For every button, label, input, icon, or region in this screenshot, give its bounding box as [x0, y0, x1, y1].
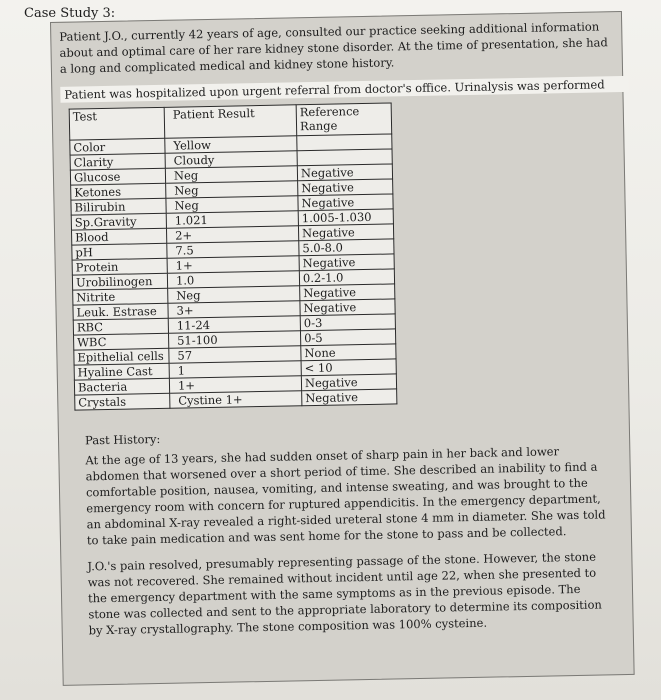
case-panel [50, 11, 635, 686]
test-cell: Hyaline Cast [74, 363, 169, 380]
result-cell: 1.0 [167, 271, 299, 289]
intro-text [59, 18, 612, 77]
past-history-paragraph-2: J.O.'s pain resolved, presumably representing passage of the stone. However, the stone was not recovered. She remained without incident until age 22, when she presented to the emergency department with the same symptoms as in the previous episode. The stone was collected and sent to the appropriate laboratory to determine its composition by X-ray crystallography. The stone composition was 100% cysteine. [87, 549, 602, 638]
reference-cell: None [301, 344, 396, 361]
result-cell: 1+ [167, 256, 299, 274]
reference-cell: Negative [298, 224, 393, 241]
reference-cell: 0-3 [300, 314, 395, 331]
test-cell: Protein [72, 258, 167, 275]
intro-paragraph: Patient J.O., currently 42 years of age, consulted our practice seeking additional information about and optimal care of her rare kidney stone disorder. At the time of presentation, she had a long and complicated medical and kidney stone history. [59, 19, 608, 76]
reference-cell: Negative [298, 179, 393, 196]
past-history [85, 422, 609, 648]
test-cell: Urobilinogen [72, 273, 167, 290]
test-cell: Epithelial cells [74, 348, 169, 365]
past-history-paragraph-1: At the age of 13 years, she had sudden onset of sharp pain in her back and lower abdomen that worsened over a short period of time. She described an inability to find a comfortable position, nausea, vomiting, and intense sweating, and was brought to the emergency room with concern for ruptured appendicitis. In the emergency department, an abdominal X-ray revealed a right-sided ureteral stone 4 mm in diameter. She was told to take pain medication and was sent home for the stone to pass and be collected. [85, 444, 606, 548]
reference-cell: Negative [298, 194, 393, 211]
result-cell: Cloudy [165, 151, 297, 169]
case-study-title: Case Study 3: [24, 6, 116, 21]
test-cell: Clarity [70, 153, 165, 170]
header-test: Test [69, 107, 165, 140]
reference-cell: Negative [300, 284, 395, 301]
test-cell: pH [72, 243, 167, 260]
reference-cell: Negative [302, 389, 397, 406]
test-cell: Glucose [70, 168, 165, 185]
reference-cell: 0-5 [300, 329, 395, 346]
result-cell: Yellow [165, 136, 297, 154]
reference-cell: Negative [299, 254, 394, 271]
header-reference: Reference Range [296, 103, 392, 136]
result-cell: 57 [169, 346, 301, 364]
result-cell: 11-24 [168, 316, 300, 334]
reference-cell: Negative [300, 299, 395, 316]
past-history-label: Past History: [84, 431, 161, 448]
reference-cell: Negative [297, 164, 392, 181]
result-cell: Neg [166, 196, 298, 214]
reference-cell: < 10 [301, 359, 396, 376]
result-cell: 51-100 [168, 331, 300, 349]
test-cell: Color [70, 138, 165, 155]
reference-cell: 5.0-8.0 [299, 239, 394, 256]
urinalysis-table [69, 102, 398, 410]
reference-cell: 0.2-1.0 [299, 269, 394, 286]
result-cell: 1+ [169, 376, 301, 394]
test-cell: Ketones [71, 183, 166, 200]
result-cell: 7.5 [167, 241, 299, 259]
test-cell: RBC [73, 318, 168, 335]
test-cell: Sp.Gravity [71, 213, 166, 230]
test-cell: Bacteria [74, 378, 169, 395]
test-cell: Blood [71, 228, 166, 245]
table-body [70, 134, 397, 410]
test-cell: Nitrite [73, 288, 168, 305]
result-cell: Neg [166, 181, 298, 199]
hospitalized-line: Patient was hospitalized upon urgent referral from doctor's office. Urinalysis was performed [60, 76, 628, 103]
header-result: Patient Result [164, 105, 297, 139]
test-cell: Bilirubin [71, 198, 166, 215]
result-cell: Cystine 1+ [170, 391, 302, 409]
test-cell: Leuk. Estrase [73, 303, 168, 320]
result-cell: 1.021 [166, 211, 298, 229]
reference-cell: Negative [301, 374, 396, 391]
result-cell: 3+ [168, 301, 300, 319]
test-cell: Crystals [75, 393, 170, 410]
reference-cell: 1.005-1.030 [298, 209, 393, 226]
result-cell: 2+ [166, 226, 298, 244]
result-cell: Neg [168, 286, 300, 304]
test-cell: WBC [74, 333, 169, 350]
result-cell: Neg [165, 166, 297, 184]
result-cell: 1 [169, 361, 301, 379]
